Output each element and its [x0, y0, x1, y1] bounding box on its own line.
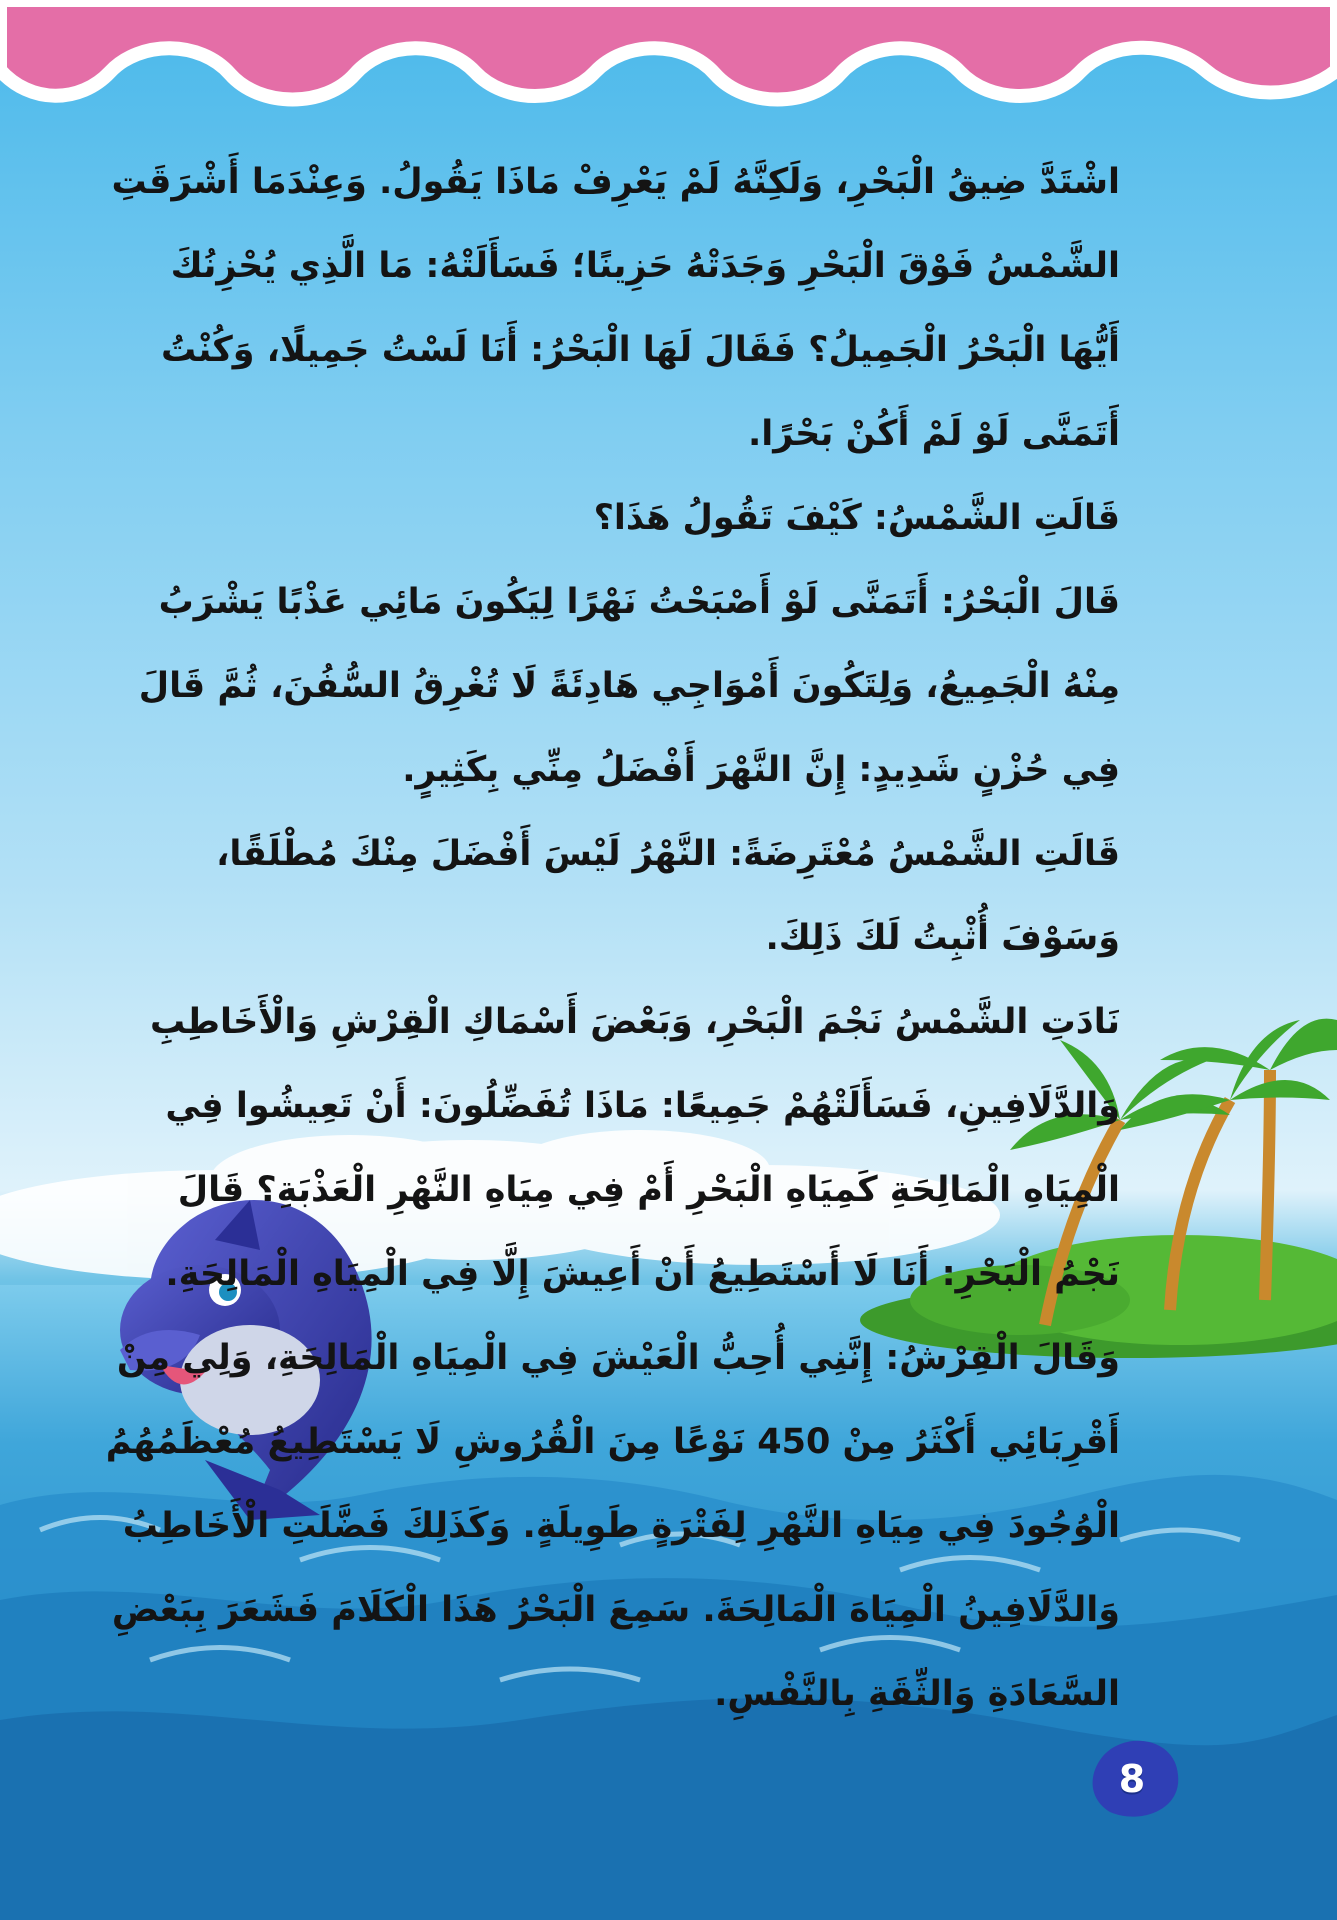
page-number: 8 [1118, 1757, 1146, 1801]
story-paragraph: قَالَ الْبَحْرُ: أَتَمَنَّى لَوْ أَصْبَحْتُ نَهْرًا لِيَكُونَ مَائِي عَذْبًا يَشْرَبُ مِنْهُ الْجَمِيعُ، وَلِتَكُونَ أَمْوَاجِي هَادِئَةً لَا تُغْرِقُ السُّفُنَ، ثُمَّ قَالَ فِي حُزْنٍ شَدِيدٍ: إِنَّ النَّهْرَ أَفْضَلُ مِنِّي بِكَثِيرٍ. [138, 582, 1120, 790]
story-paragraph: نَادَتِ الشَّمْسُ نَجْمَ الْبَحْرِ، وَبَعْضَ أَسْمَاكِ الْقِرْشِ وَالْأَخَاطِبِ وَالدَّلَافِينِ، فَسَأَلَتْهُمْ جَمِيعًا: مَاذَا تُفَضِّلُونَ: أَنْ تَعِيشُوا فِي الْمِيَاهِ الْمَالِحَةِ كَمِيَاهِ الْبَحْرِ أَمْ فِي مِيَاهِ النَّهْرِ الْعَذْبَةِ؟ قَالَ نَجْمُ الْبَحْرِ: أَنَا لَا أَسْتَطِيعُ أَنْ أَعِيشَ إِلَّا فِي الْمِيَاهِ الْمَالِحَةِ. وَقَالَ الْقِرْشُ: إِنَّنِي أُحِبُّ الْعَيْشَ فِي الْمِيَاهِ الْمَالِحَةِ، وَلِي مِنْ أَقْرِبَائِي أَكْثَرُ مِنْ 450 نَوْعًا مِنَ الْقُرُوشِ لَا يَسْتَطِيعُ مُعْظَمُهُمُ الْوُجُودَ فِي مِيَاهِ النَّهْرِ لِفَتْرَةٍ طَوِيلَةٍ. وَكَذَلِكَ فَضَّلَتِ الْأَخَاطِبُ وَالدَّلَافِينُ الْمِيَاهَ الْمَالِحَةَ. سَمِعَ الْبَحْرُ هَذَا الْكَلَامَ فَشَعَرَ بِبَعْضِ السَّعَادَةِ وَالثِّقَةِ بِالنَّفْسِ. [105, 1002, 1120, 1714]
story-text [100, 140, 1180, 1736]
story-paragraph: قَالَتِ الشَّمْسُ: كَيْفَ تَقُولُ هَذَا؟ [593, 498, 1120, 538]
story-paragraph: قَالَتِ الشَّمْسُ مُعْتَرِضَةً: النَّهْرُ لَيْسَ أَفْضَلَ مِنْكَ مُطْلَقًا، وَسَوْفَ أُثْبِتُ لَكَ ذَلِكَ. [216, 834, 1120, 958]
story-paragraph: اشْتَدَّ ضِيقُ الْبَحْرِ، وَلَكِنَّهُ لَمْ يَعْرِفْ مَاذَا يَقُولُ. وَعِنْدَمَا أَشْرَقَتِ الشَّمْسُ فَوْقَ الْبَحْرِ وَجَدَتْهُ حَزِينًا؛ فَسَأَلَتْهُ: مَا الَّذِي يُحْزِنُكَ أَيُّهَا الْبَحْرُ الْجَمِيلُ؟ فَقَالَ لَهَا الْبَحْرُ: أَنَا لَسْتُ جَمِيلًا، وَكُنْتُ أَتَمَنَّى لَوْ لَمْ أَكُنْ بَحْرًا. [111, 162, 1120, 454]
scalloped-top-border [0, 0, 1337, 100]
